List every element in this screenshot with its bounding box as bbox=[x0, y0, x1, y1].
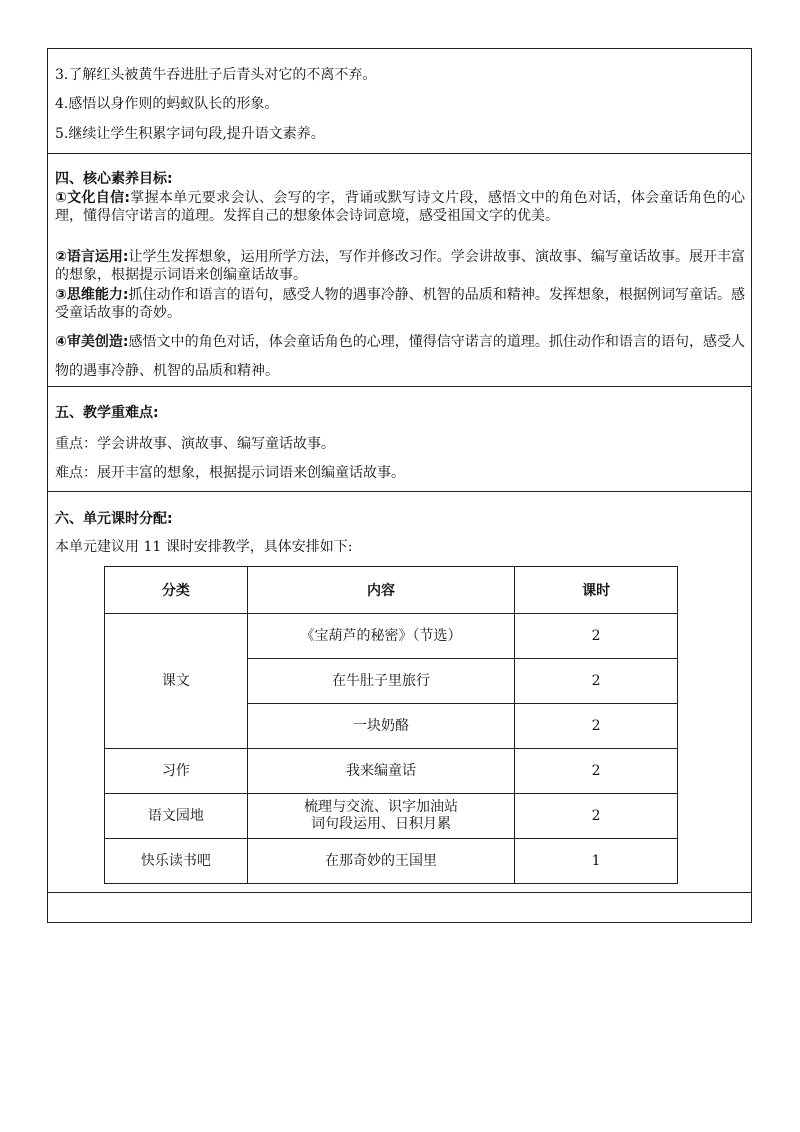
schedule-table bbox=[104, 566, 678, 884]
table-row bbox=[105, 614, 678, 659]
table-row bbox=[105, 839, 678, 884]
content-cell: 我来编童话 bbox=[247, 749, 515, 794]
section-title: 四、核心素养目标: bbox=[55, 171, 173, 187]
goal-text: 感悟文中的角色对话，体会童话角色的心理，懂得信守诺言的道理。抓住动作和语言的语句，感受人物的遇事冷静、机智的品质和精神。 bbox=[55, 334, 746, 379]
content-line: 词句段运用、日积月累 bbox=[311, 816, 452, 832]
literacy-goal-language bbox=[55, 248, 745, 284]
section-divider bbox=[47, 491, 752, 492]
section-title: 五、教学重难点: bbox=[55, 405, 159, 421]
literacy-goal-culture bbox=[55, 189, 745, 225]
header-hours: 课时 bbox=[515, 567, 678, 614]
hours-cell: 2 bbox=[515, 659, 678, 704]
content-cell: 一块奶酪 bbox=[247, 704, 515, 749]
goal-label: ①文化自信: bbox=[55, 190, 130, 206]
category-cell: 语文园地 bbox=[105, 794, 248, 839]
goal-text: 掌握本单元要求会认、会写的字，背诵或默写诗文片段，感悟文中的角色对话，体会童话角色的心理，懂得信守诺言的道理。发挥自己的想象体会诗词意境，感受祖国文字的优美。 bbox=[55, 190, 745, 224]
category-cell: 快乐读书吧 bbox=[105, 839, 248, 884]
hours-cell: 2 bbox=[515, 614, 678, 659]
content-cell: 在那奇妙的王国里 bbox=[247, 839, 515, 884]
goal-label: ②语言运用: bbox=[55, 249, 129, 265]
objective-item: 4.感悟以身作则的蚂蚁队长的形象。 bbox=[55, 96, 279, 112]
table-row bbox=[105, 794, 678, 839]
goal-text: 让学生发挥想象，运用所学方法，写作并修改习作。学会讲故事、演故事、编写童话故事。展开丰富的想象，根据提示词语来创编童话故事。 bbox=[55, 249, 746, 283]
objective-item: 5.继续让学生积累字词句段,提升语文素养。 bbox=[55, 126, 325, 142]
hours-cell: 1 bbox=[515, 839, 678, 884]
table-header-row bbox=[105, 567, 678, 614]
category-cell: 习作 bbox=[105, 749, 248, 794]
content-line: 梳理与交流、识字加油站 bbox=[304, 799, 459, 815]
difficult-point: 难点：展开丰富的想象，根据提示词语来创编童话故事。 bbox=[55, 465, 405, 481]
content-cell bbox=[247, 794, 515, 839]
category-cell: 课文 bbox=[105, 614, 248, 749]
goal-label: ③思维能力: bbox=[55, 287, 129, 303]
content-cell: 在牛肚子里旅行 bbox=[247, 659, 515, 704]
section-divider bbox=[47, 892, 752, 893]
section-title: 六、单元课时分配: bbox=[55, 511, 173, 527]
hours-cell: 2 bbox=[515, 794, 678, 839]
section-divider bbox=[47, 386, 752, 387]
hours-cell: 2 bbox=[515, 749, 678, 794]
literacy-goal-aesthetic bbox=[55, 328, 745, 386]
table-row bbox=[105, 749, 678, 794]
schedule-intro: 本单元建议用 11 课时安排教学，具体安排如下: bbox=[55, 539, 353, 555]
hours-cell: 2 bbox=[515, 704, 678, 749]
section-divider bbox=[47, 153, 752, 154]
header-content: 内容 bbox=[247, 567, 515, 614]
goal-text: 抓住动作和语言的语句，感受人物的遇事冷静、机智的品质和精神。发挥想象，根据例词写童话。感受童话故事的奇妙。 bbox=[55, 287, 746, 321]
content-cell: 《宝葫芦的秘密》（节选） bbox=[247, 614, 515, 659]
header-category: 分类 bbox=[105, 567, 248, 614]
key-point: 重点：学会讲故事、演故事、编写童话故事。 bbox=[55, 436, 335, 452]
literacy-goal-thinking bbox=[55, 286, 745, 322]
objective-item: 3.了解红头被黄牛吞进肚子后青头对它的不离不弃。 bbox=[55, 67, 377, 83]
goal-label: ④审美创造: bbox=[55, 334, 129, 350]
